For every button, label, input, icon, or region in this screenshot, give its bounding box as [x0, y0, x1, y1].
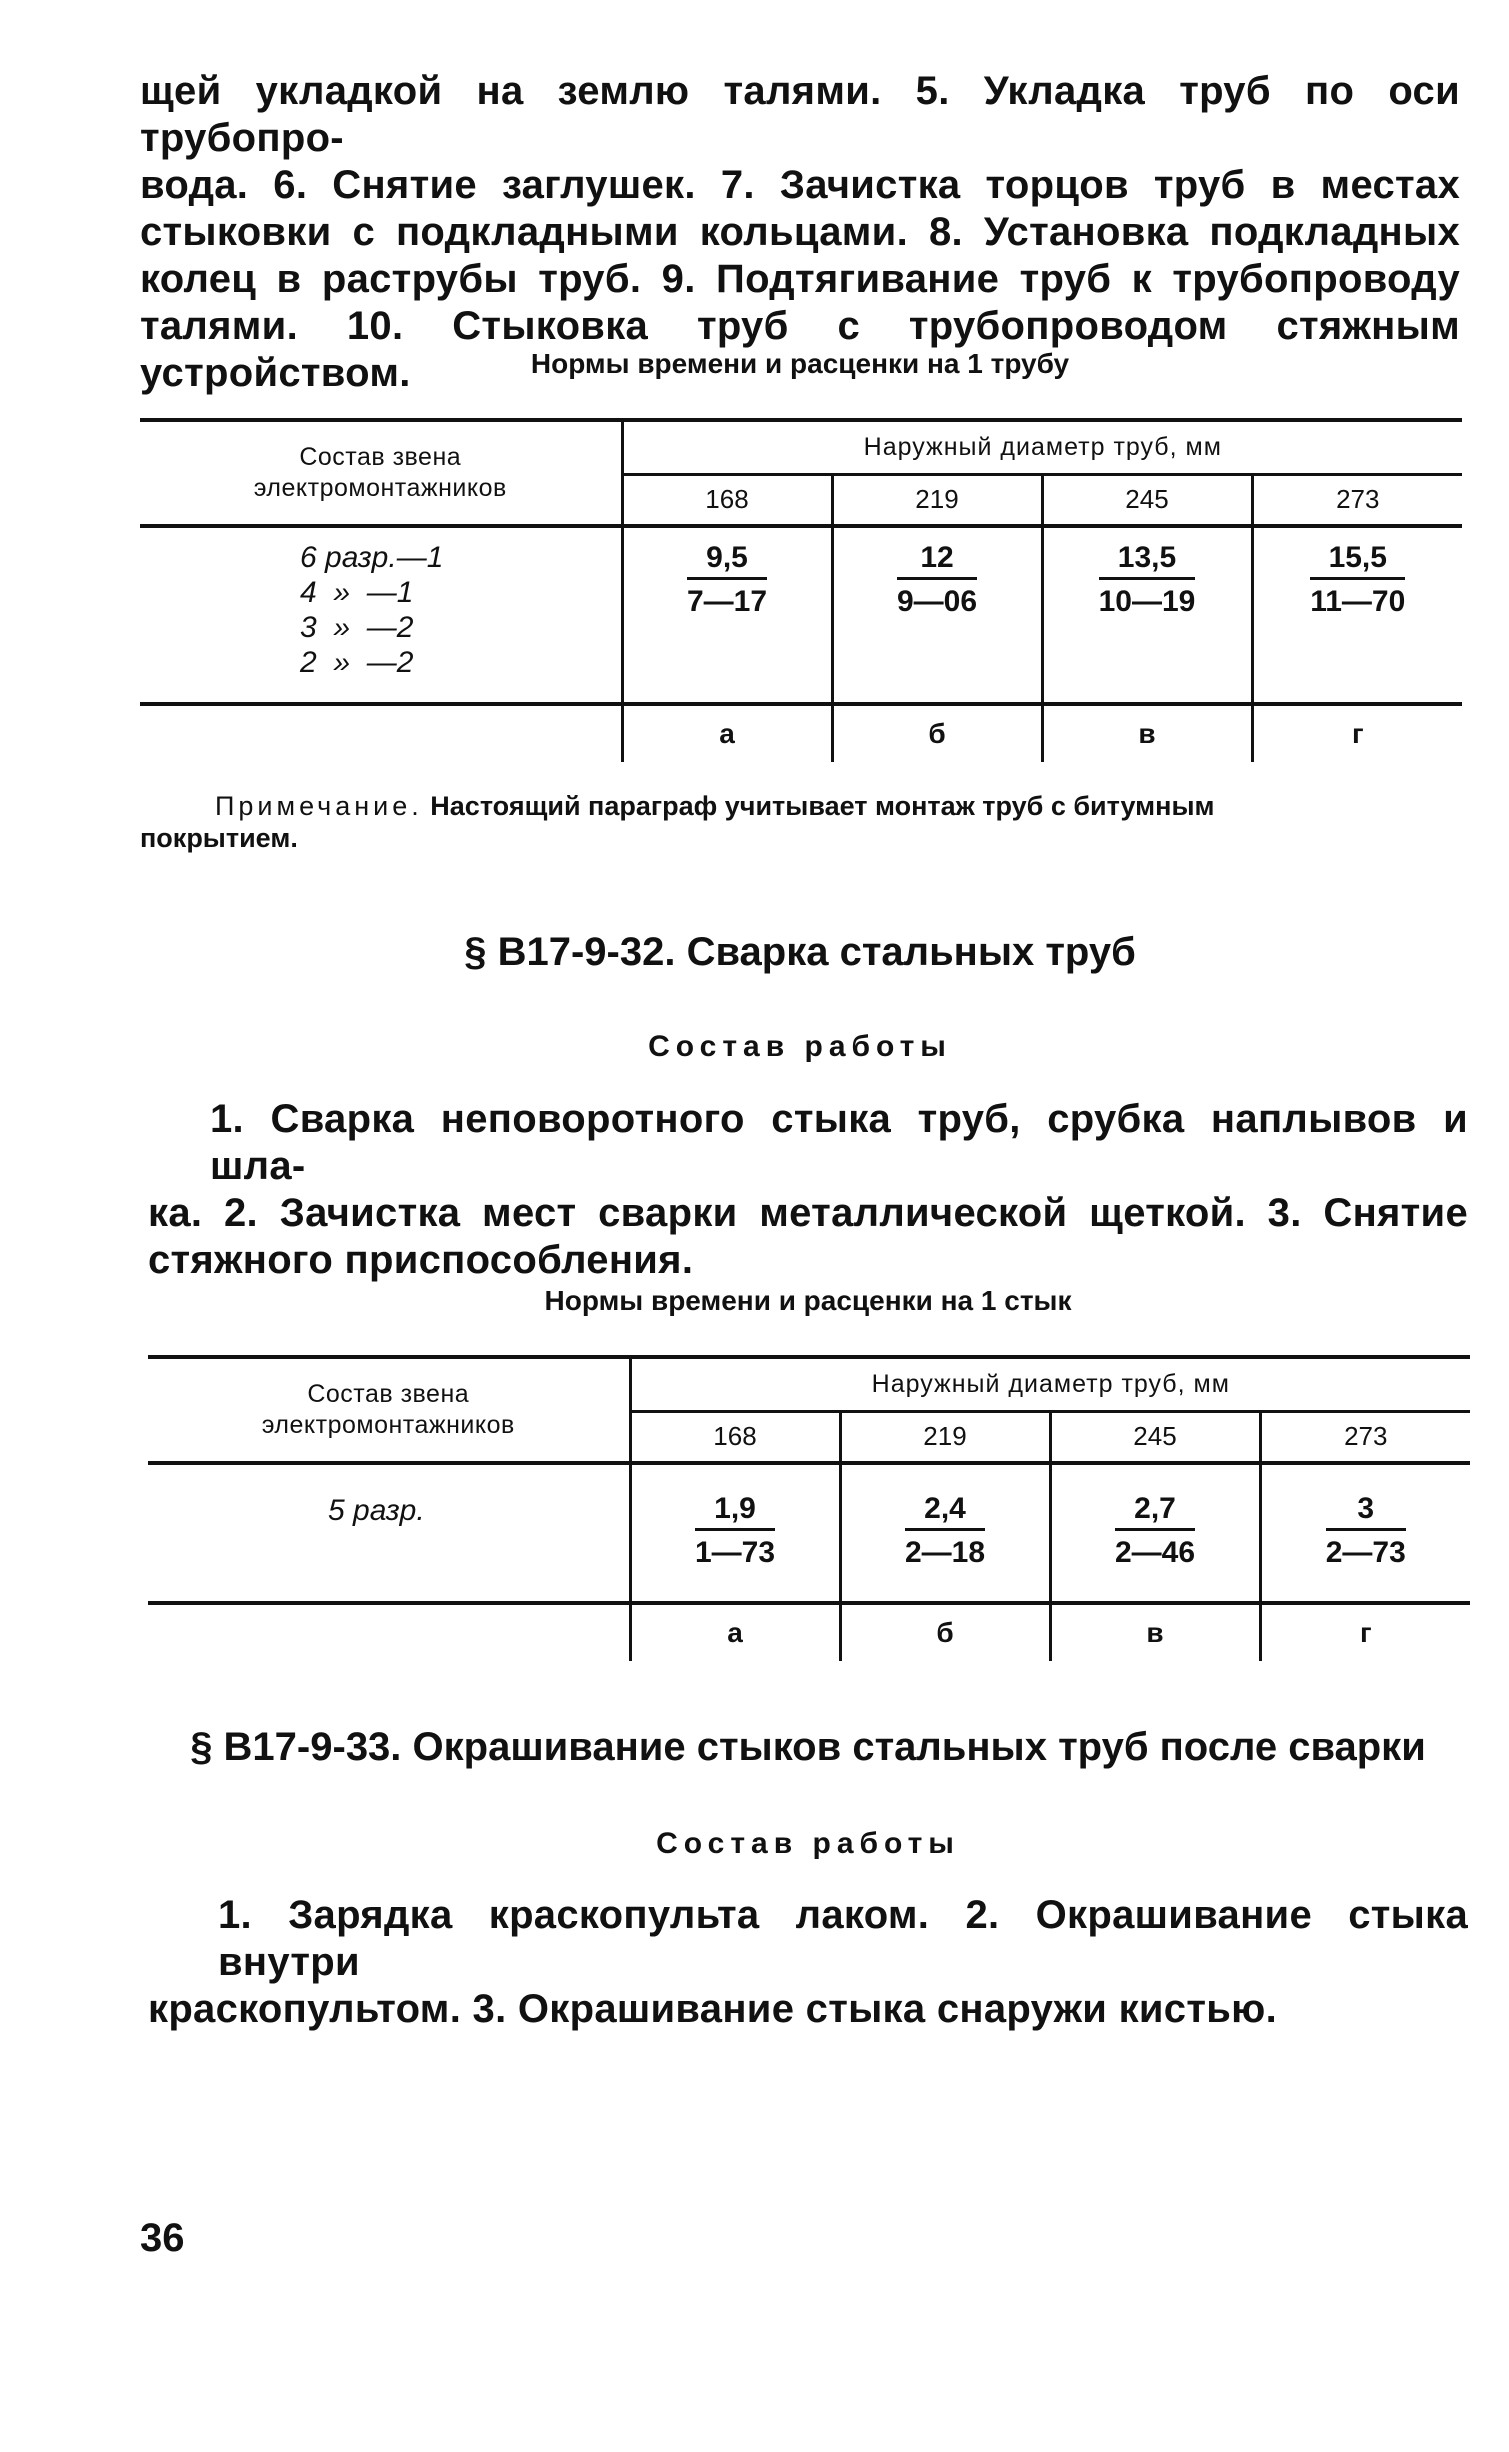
crew-line: 2 » —2 — [300, 646, 414, 679]
intro-line: талями. 10. Стыковка труб с трубопроводом стяжным устройством. — [140, 304, 1460, 395]
diameter-219: 219 — [832, 474, 1042, 526]
intro-line: щей укладкой на землю талями. 5. Укладка труб по оси трубопро- — [140, 69, 1460, 160]
fraction — [905, 1491, 985, 1571]
column-letter: б — [840, 1603, 1050, 1661]
price: 2—18 — [904, 1536, 986, 1569]
note-text-cont: покрытием. — [140, 823, 298, 853]
intro-line: стыковки с подкладными кольцами. 8. Установка подкладных — [140, 210, 1460, 254]
crew-cell — [140, 526, 622, 704]
price: 7—17 — [686, 585, 768, 618]
value-cell — [622, 526, 832, 704]
time-norm: 2,7 — [1115, 1491, 1195, 1531]
value-cell — [1042, 526, 1252, 704]
crew-line: 3 » —2 — [300, 611, 414, 644]
column-letter: а — [630, 1603, 840, 1661]
page-number: 36 — [140, 2216, 185, 2260]
intro-line: вода. 6. Снятие заглушек. 7. Зачистка торцов труб в местах — [140, 163, 1460, 207]
crew-cell — [148, 1463, 630, 1603]
crew-header-line: Состав звена — [307, 1380, 470, 1408]
column-letter: а — [622, 704, 832, 762]
column-letter: б — [832, 704, 1042, 762]
price: 1—73 — [694, 1536, 776, 1569]
time-norm: 12 — [897, 540, 977, 580]
diameter-273: 273 — [1260, 1411, 1470, 1463]
diameter-219: 219 — [840, 1411, 1050, 1463]
price: 2—46 — [1114, 1536, 1196, 1569]
crew-line: 6 разр.—1 — [300, 541, 444, 574]
diameter-168: 168 — [630, 1411, 840, 1463]
time-norm: 15,5 — [1310, 540, 1405, 580]
section-33-line: 1. Зарядка краскопульта лаком. 2. Окрашивание стыка внутри — [218, 1893, 1468, 1984]
value-cell — [630, 1463, 840, 1603]
price: 2—73 — [1325, 1536, 1406, 1569]
time-norm: 1,9 — [695, 1491, 775, 1531]
crew-header-line: Состав звена — [299, 443, 462, 471]
note — [140, 790, 1465, 854]
time-norm: 2,4 — [905, 1491, 985, 1531]
crew-line: 5 разр. — [328, 1494, 425, 1527]
time-norm: 3 — [1326, 1491, 1406, 1531]
value-cell — [832, 526, 1042, 704]
section-33-work-heading: Состав работы — [656, 1827, 960, 1860]
letter-spacer — [140, 704, 622, 762]
column-letter: в — [1042, 704, 1252, 762]
diameter-header: Наружный диаметр труб, мм — [622, 420, 1462, 474]
norms-table-2 — [148, 1355, 1470, 1661]
section-32-work-heading: Состав работы — [648, 1030, 952, 1063]
intro-line: колец в раструбы труб. 9. Подтягивание труб к трубопроводу — [140, 257, 1460, 301]
crew-header — [148, 1357, 630, 1463]
diameter-245: 245 — [1042, 474, 1252, 526]
column-letter: г — [1260, 1603, 1470, 1661]
note-text: Настоящий параграф учитывает монтаж труб с битумным — [422, 791, 1215, 821]
section-32-line: стяжного приспособления. — [148, 1238, 694, 1282]
section-32-paragraph — [148, 1096, 1468, 1284]
diameter-245: 245 — [1050, 1411, 1260, 1463]
fraction — [1310, 540, 1405, 620]
value-cell — [1260, 1463, 1470, 1603]
value-cell — [840, 1463, 1050, 1603]
fraction — [1115, 1491, 1195, 1571]
diameter-header: Наружный диаметр труб, мм — [630, 1357, 1470, 1411]
diameter-168: 168 — [622, 474, 832, 526]
section-32-line: 1. Сварка неповоротного стыка труб, срубка наплывов и шла- — [210, 1097, 1468, 1188]
fraction — [687, 540, 767, 620]
time-norm: 13,5 — [1099, 540, 1196, 580]
section-32-line: ка. 2. Зачистка мест сварки металлической щеткой. 3. Снятие — [148, 1191, 1468, 1235]
price: 11—70 — [1310, 585, 1406, 618]
crew-header — [140, 420, 622, 526]
table1-caption: Нормы времени и расценки на 1 трубу — [530, 348, 1070, 379]
section-33-line: краскопультом. 3. Окрашивание стыка снаружи кистью. — [148, 1987, 1277, 2031]
fraction — [1326, 1491, 1406, 1571]
section-32-title: § В17-9-32. Сварка стальных труб — [464, 930, 1136, 974]
crew-line: 4 » —1 — [300, 576, 414, 609]
price: 10—19 — [1098, 585, 1196, 618]
value-cell — [1252, 526, 1462, 704]
section-33-paragraph — [148, 1892, 1468, 2033]
crew-header-line: электромонтажников — [261, 1411, 515, 1439]
table2-caption: Нормы времени и расценки на 1 стык — [544, 1285, 1072, 1316]
fraction — [695, 1491, 775, 1571]
crew-header-line: электромонтажников — [253, 474, 507, 502]
column-letter: в — [1050, 1603, 1260, 1661]
section-33-title: § В17-9-33. Окрашивание стыков стальных труб после сварки — [190, 1725, 1426, 1769]
diameter-273: 273 — [1252, 474, 1462, 526]
fraction — [897, 540, 977, 620]
norms-table-1 — [140, 418, 1462, 762]
value-cell — [1050, 1463, 1260, 1603]
fraction — [1099, 540, 1196, 620]
time-norm: 9,5 — [687, 540, 767, 580]
note-label: Примечание. — [215, 791, 423, 821]
column-letter: г — [1252, 704, 1462, 762]
price: 9—06 — [896, 585, 978, 618]
letter-spacer — [148, 1603, 630, 1661]
